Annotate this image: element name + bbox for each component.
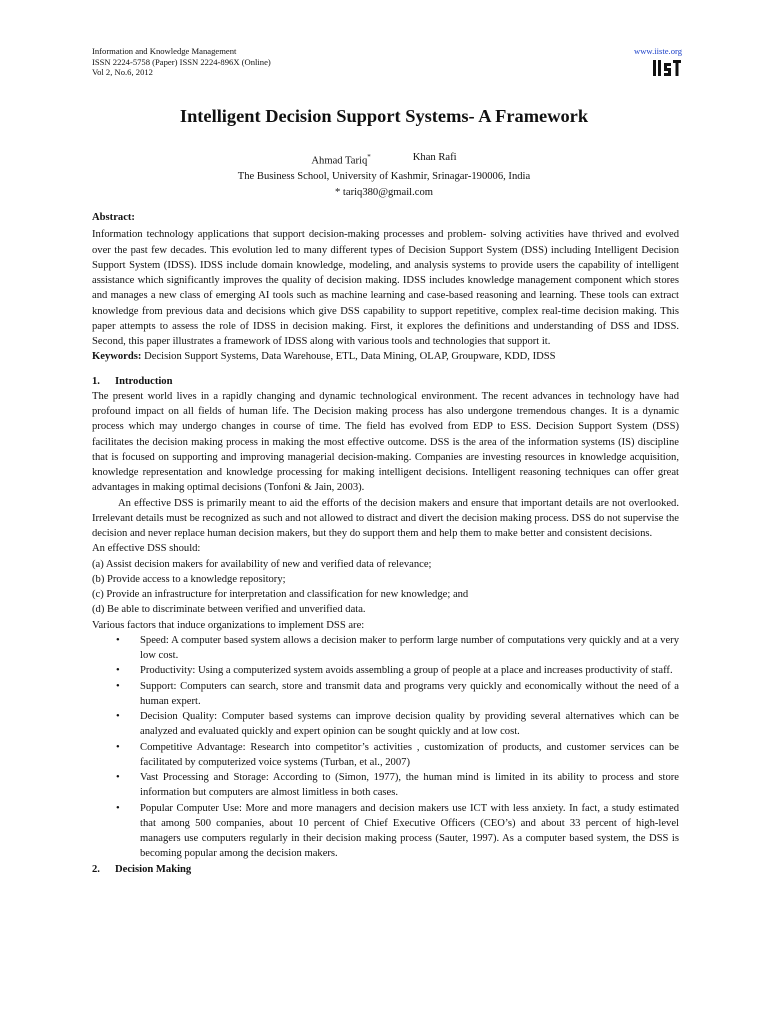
journal-header	[92, 46, 271, 78]
section-1-number: 1.	[92, 375, 100, 387]
should-item-a: (a) Assist decision makers for availability of new and verified data of relevance;	[92, 558, 432, 570]
factor-item-productivity	[92, 663, 679, 678]
author-2: Khan Rafi	[412, 152, 457, 163]
author-block	[0, 150, 768, 200]
paper-body	[92, 210, 679, 877]
factor-item-decision-quality	[92, 709, 679, 740]
keywords-label: Keywords:	[92, 351, 142, 363]
journal-issn: ISSN 2224-5758 (Paper) ISSN 2224-896X (Online)	[92, 56, 271, 67]
bullet-icon: •	[116, 680, 120, 692]
bullet-icon: •	[116, 772, 120, 783]
bullet-icon: •	[116, 802, 120, 814]
author-email[interactable]: * tariq380@gmail.com	[334, 186, 434, 198]
factor-text: Popular Computer Use: More and more managers and decision makers use ICT with less anxiety. In fact, a study estimated that among 500 companies, about 10 percent of Chief Executive Officers (CEO’s) and about 33 percent of high-level managers use computers regularly in their decision making process (Sauter, 1997). As a computer based system, the DSS is becoming popular among the decision makers.	[140, 802, 679, 860]
affiliation: The Business School, University of Kashmir, Srinagar-190006, India	[237, 171, 531, 183]
abstract-text: Information technology applications that support decision-making processes and problem- solving activities have thrived and evolved over the past few decades. This evolution led to many different types of Decision Support System (DSS) including Intelligent Decision Support System (IDSS). IDSS include domain knowledge, modeling, and analysis systems to provide users the capability of intelligent assistance which significantly improves the quality of decision making. IDSS includes knowledge management component which stores and manages a new class of emerging AI tools such as machine learning and case-based reasoning and learning. These tools can extract knowledge from previous data and decisions which give DSS capability to support repetitive, complex real-time decision making. This paper attempts to assess the role of IDSS in decision making. First, it explores the definitions and understanding of DSS and IDSS. Second, this paper illustrates a framework of IDSS along with various tools and technologies that support it.	[92, 229, 679, 347]
factor-item-competitive-advantage	[92, 740, 679, 771]
iiste-logo	[652, 58, 682, 83]
bullet-icon: •	[116, 634, 120, 646]
author-1-name: Ahmad Tariq	[311, 155, 368, 167]
abstract-heading: Abstract:	[92, 212, 135, 223]
journal-brand	[612, 46, 682, 83]
journal-volume: Vol 2, No.6, 2012	[92, 67, 153, 78]
factors-intro: Various factors that induce organizations to implement DSS are:	[92, 619, 365, 631]
intro-paragraph-2: An effective DSS is primarily meant to aid the efforts of the decision makers and ensure that important details are not overlooked. Irrelevant details must be recognized as such and not allowed to distract and divert the decision making process. DSS do not supervise the decision and never replace human decision makers, but they do support them and help them to make better and consistent decisions.	[92, 497, 679, 539]
section-1-title: Introduction	[115, 375, 173, 387]
keywords-text: Decision Support Systems, Data Warehouse, ETL, Data Mining, OLAP, Groupware, KDD, IDSS	[141, 351, 556, 363]
should-item-d: (d) Be able to discriminate between verified and unverified data.	[92, 604, 366, 616]
site-link[interactable]: www.iiste.org	[634, 46, 682, 56]
factor-item-popular-use	[92, 801, 679, 862]
should-item-b: (b) Provide access to a knowledge repository;	[92, 573, 286, 585]
bullet-icon: •	[116, 741, 120, 753]
factor-text: Decision Quality: Computer based systems can improve decision quality by providing several alternatives which can be analyzed and evaluated quickly and expert opinion can be sought quickly and at low cost.	[140, 711, 679, 738]
should-intro: An effective DSS should:	[92, 543, 201, 555]
factor-text: Productivity: Using a computerized system avoids assembling a group of people at a place and increases productivity of staff.	[140, 665, 673, 677]
author-1	[311, 150, 370, 169]
journal-name: Information and Knowledge Management	[92, 46, 237, 56]
corresponding-mark: *	[367, 153, 371, 161]
factor-text: Vast Processing and Storage: According to (Simon, 1977), the human mind is limited in its ability to process and store information but computers are almost limitless in both cases.	[140, 772, 679, 799]
should-item-c: (c) Provide an infrastructure for interpretation and classification for new knowledge; and	[92, 589, 469, 600]
section-2-title: Decision Making	[115, 863, 192, 875]
intro-paragraph-1: The present world lives in a rapidly changing and dynamic technological environment. The recent advances in technology have had profound impact on all fields of human life. The Decision making process has also undergone tremendous changes. It is a dynamic process which may undergo changes in course of time. The field has evolved from EDP to ESS. Decision Support System (DSS) facilitates the decision making process in making the most effective outcome. DSS is the area of the information systems (IS) discipline that is focused on supporting and improving managerial decision-making. Companies are investing resources in knowledge acquisition, knowledge representation and knowledge processing for making intelligent decisions. Intelligent reasoning techniques can offer great advantages in making optimal decisions (Tonfoni & Jain, 2003).	[92, 390, 679, 494]
factor-item-support	[92, 679, 679, 710]
factor-text: Support: Computers can search, store and transmit data and programs very quickly and economically without the need of a human expert.	[140, 680, 679, 707]
factor-text: Competitive Advantage: Research into competitor’s activities , customization of products, and customer services can be facilitated by computerized voice systems (Turban, et al., 2007)	[140, 741, 679, 768]
factor-text: Speed: A computer based system allows a decision maker to perform large number of computations very quickly and at a very low cost.	[140, 634, 679, 661]
bullet-icon: •	[116, 665, 120, 677]
factor-item-processing-storage	[92, 770, 679, 801]
factor-item-speed	[92, 633, 679, 664]
factor-list	[92, 633, 679, 862]
author-list	[0, 150, 768, 169]
bullet-icon: •	[116, 711, 120, 722]
section-2-heading	[92, 862, 679, 877]
section-1-heading	[92, 374, 679, 389]
section-2-number: 2.	[92, 863, 100, 875]
paper-title: Intelligent Decision Support Systems- A Framework	[179, 106, 589, 126]
keywords-line	[92, 349, 679, 364]
